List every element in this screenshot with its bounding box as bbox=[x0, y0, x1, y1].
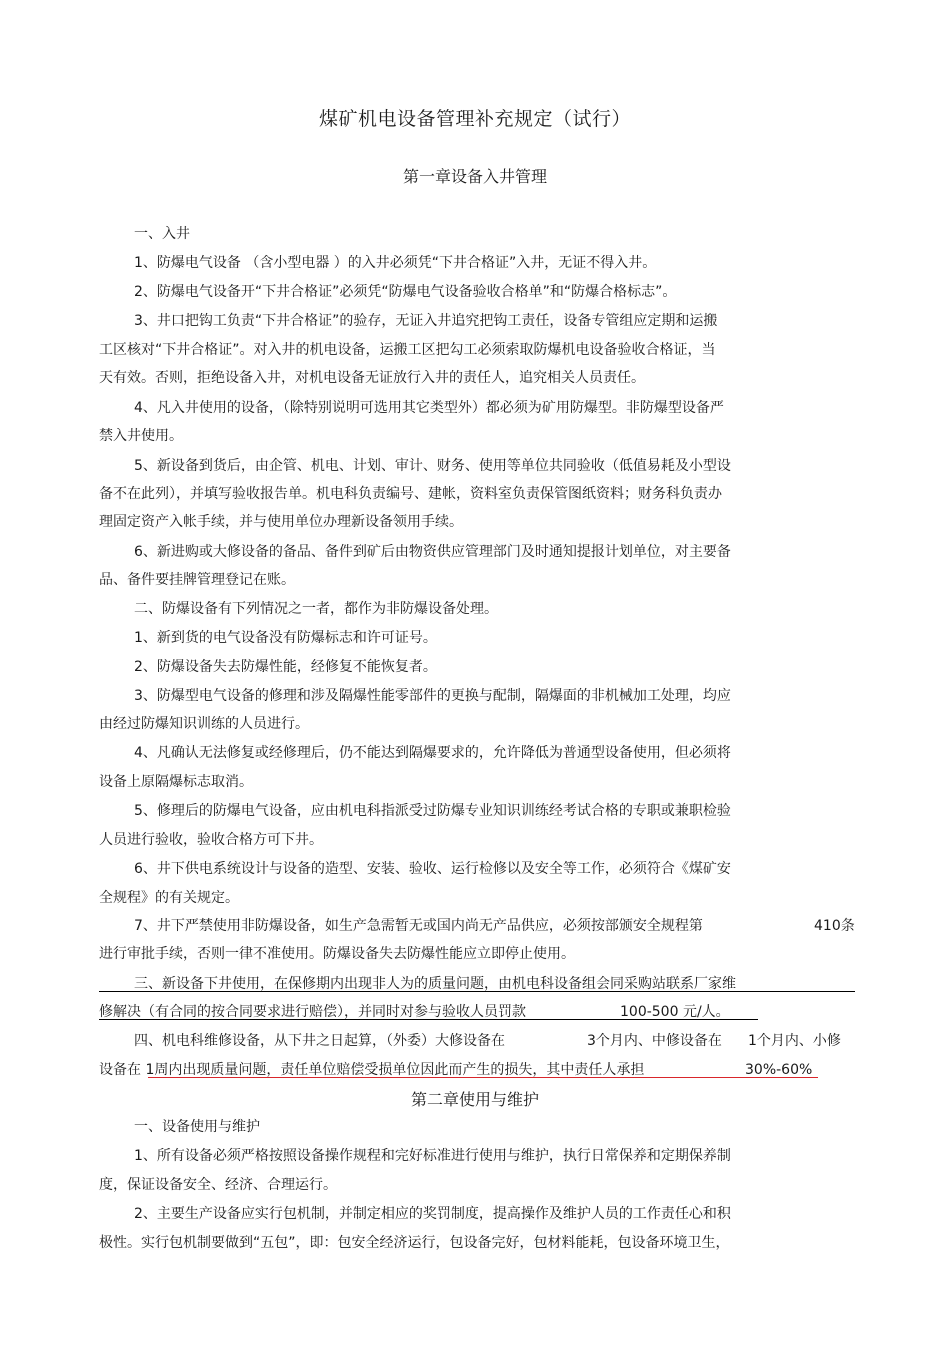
section-heading: 二、防爆设备有下列情况之一者，都作为非防爆设备处理。 bbox=[134, 601, 498, 617]
paragraph-line: 设备上原隔爆标志取消。 bbox=[99, 774, 253, 790]
paragraph-line: 进行审批手续，否则一律不准使用。防爆设备失去防爆性能应立即停止使用。 bbox=[99, 946, 575, 962]
paragraph-line: 由经过防爆知识训练的人员进行。 bbox=[99, 716, 309, 732]
paragraph-line: 1个月内、小修 bbox=[748, 1033, 841, 1049]
paragraph-line: 1、所有设备必须严格按照设备操作规程和完好标准进行使用与维护，执行日常保养和定期保养制 bbox=[134, 1148, 731, 1164]
document-title: 煤矿机电设备管理补充规定（试行） bbox=[318, 108, 631, 130]
paragraph-line: 工区核对“下井合格证”。对入井的机电设备，运搬工区把勾工必须索取防爆机电设备验收合格证，当 bbox=[99, 342, 716, 358]
paragraph-line: 6、井下供电系统设计与设备的造型、安装、验收、运行检修以及安全等工作，必须符合《煤矿安 bbox=[134, 861, 731, 877]
paragraph-line: 人员进行验收，验收合格方可下井。 bbox=[99, 832, 323, 848]
paragraph-line: 理固定资产入帐手续，并与使用单位办理新设备领用手续。 bbox=[99, 514, 463, 530]
underline bbox=[99, 991, 855, 992]
paragraph-line: 3、防爆型电气设备的修理和涉及隔爆性能零部件的更换与配制，隔爆面的非机械加工处理，均应 bbox=[134, 688, 731, 704]
paragraph-line: 禁入井使用。 bbox=[99, 428, 183, 444]
paragraph-line: 2、主要生产设备应实行包机制，并制定相应的奖罚制度，提高操作及维护人员的工作责任心和积 bbox=[134, 1206, 731, 1222]
chapter-heading-1: 第一章设备入井管理 bbox=[402, 167, 547, 186]
paragraph-line: 7、井下严禁使用非防爆设备，如生产急需暂无或国内尚无产品供应，必须按部颁安全规程第 bbox=[134, 918, 703, 934]
paragraph-line: 2、防爆电气设备开“下井合格证”必须凭“防爆电气设备验收合格单”和“防爆合格标志”。 bbox=[134, 284, 677, 300]
paragraph-line: 6、新进购或大修设备的备品、备件到矿后由物资供应管理部门及时通知提报计划单位，对主要备 bbox=[134, 544, 731, 560]
paragraph-line: 极性。实行包机制要做到“五包”，即：包安全经济运行，包设备完好，包材料能耗，包设备环境卫生， bbox=[99, 1235, 730, 1251]
paragraph-line: 3个月内、中修设备在 bbox=[587, 1033, 722, 1049]
paragraph-line: 三、新设备下井使用，在保修期内出现非人为的质量问题，由机电科设备组会同采购站联系厂家维 bbox=[134, 976, 736, 992]
underline bbox=[99, 1019, 758, 1020]
paragraph-line: 设备在 1周内出现质量问题，责任单位赔偿受损单位因此而产生的损失，其中责任人承担 bbox=[99, 1062, 645, 1078]
paragraph-line: 品、备件要挂牌管理登记在账。 bbox=[99, 572, 295, 588]
paragraph-line: 1、新到货的电气设备没有防爆标志和许可证号。 bbox=[134, 630, 437, 646]
section-heading: 一、入井 bbox=[134, 226, 190, 242]
paragraph-line: 修解决（有合同的按合同要求进行赔偿），并同时对参与验收人员罚款 bbox=[99, 1004, 526, 1020]
paragraph-line: 四、机电科维修设备，从下井之日起算，（外委）大修设备在 bbox=[134, 1033, 505, 1049]
paragraph-line: 4、凡确认无法修复或经修理后，仍不能达到隔爆要求的，允许降低为普通型设备使用，但必须将 bbox=[134, 745, 731, 761]
paragraph-line: 全规程》的有关规定。 bbox=[99, 890, 239, 906]
penalty-amount: 100-500 元/人。 bbox=[620, 1004, 730, 1020]
paragraph-line: 天有效。否则，拒绝设备入井，对机电设备无证放行入井的责任人，追究相关人员责任。 bbox=[99, 370, 645, 386]
liability-percentage: 30%-60% bbox=[745, 1062, 813, 1078]
red-underline bbox=[148, 1077, 818, 1078]
article-number: 410条 bbox=[814, 918, 855, 934]
paragraph-line: 5、新设备到货后，由企管、机电、计划、审计、财务、使用等单位共同验收（低值易耗及小型设 bbox=[134, 458, 731, 474]
paragraph-line: 2、防爆设备失去防爆性能，经修复不能恢复者。 bbox=[134, 659, 437, 675]
paragraph-line: 度，保证设备安全、经济、合理运行。 bbox=[99, 1177, 337, 1193]
section-heading: 一、设备使用与维护 bbox=[134, 1119, 260, 1135]
paragraph-line: 3、井口把钩工负责“下井合格证”的验存，无证入井追究把钩工责任，设备专管组应定期和运搬 bbox=[134, 313, 718, 329]
paragraph-line: 1、防爆电气设备 （含小型电器 ）的入井必须凭“下井合格证”入井，无证不得入井。 bbox=[134, 255, 657, 271]
paragraph-line: 备不在此列），并填写验收报告单。机电科负责编号、建帐，资料室负责保管图纸资料；财务科负责办 bbox=[99, 486, 722, 502]
chapter-heading-2: 第二章使用与维护 bbox=[410, 1090, 539, 1109]
paragraph-line: 5、修理后的防爆电气设备，应由机电科指派受过防爆专业知识训练经考试合格的专职或兼职检验 bbox=[134, 803, 731, 819]
paragraph-line: 4、凡入井使用的设备，（除特别说明可选用其它类型外）都必须为矿用防爆型。非防爆型设备严 bbox=[134, 400, 724, 416]
